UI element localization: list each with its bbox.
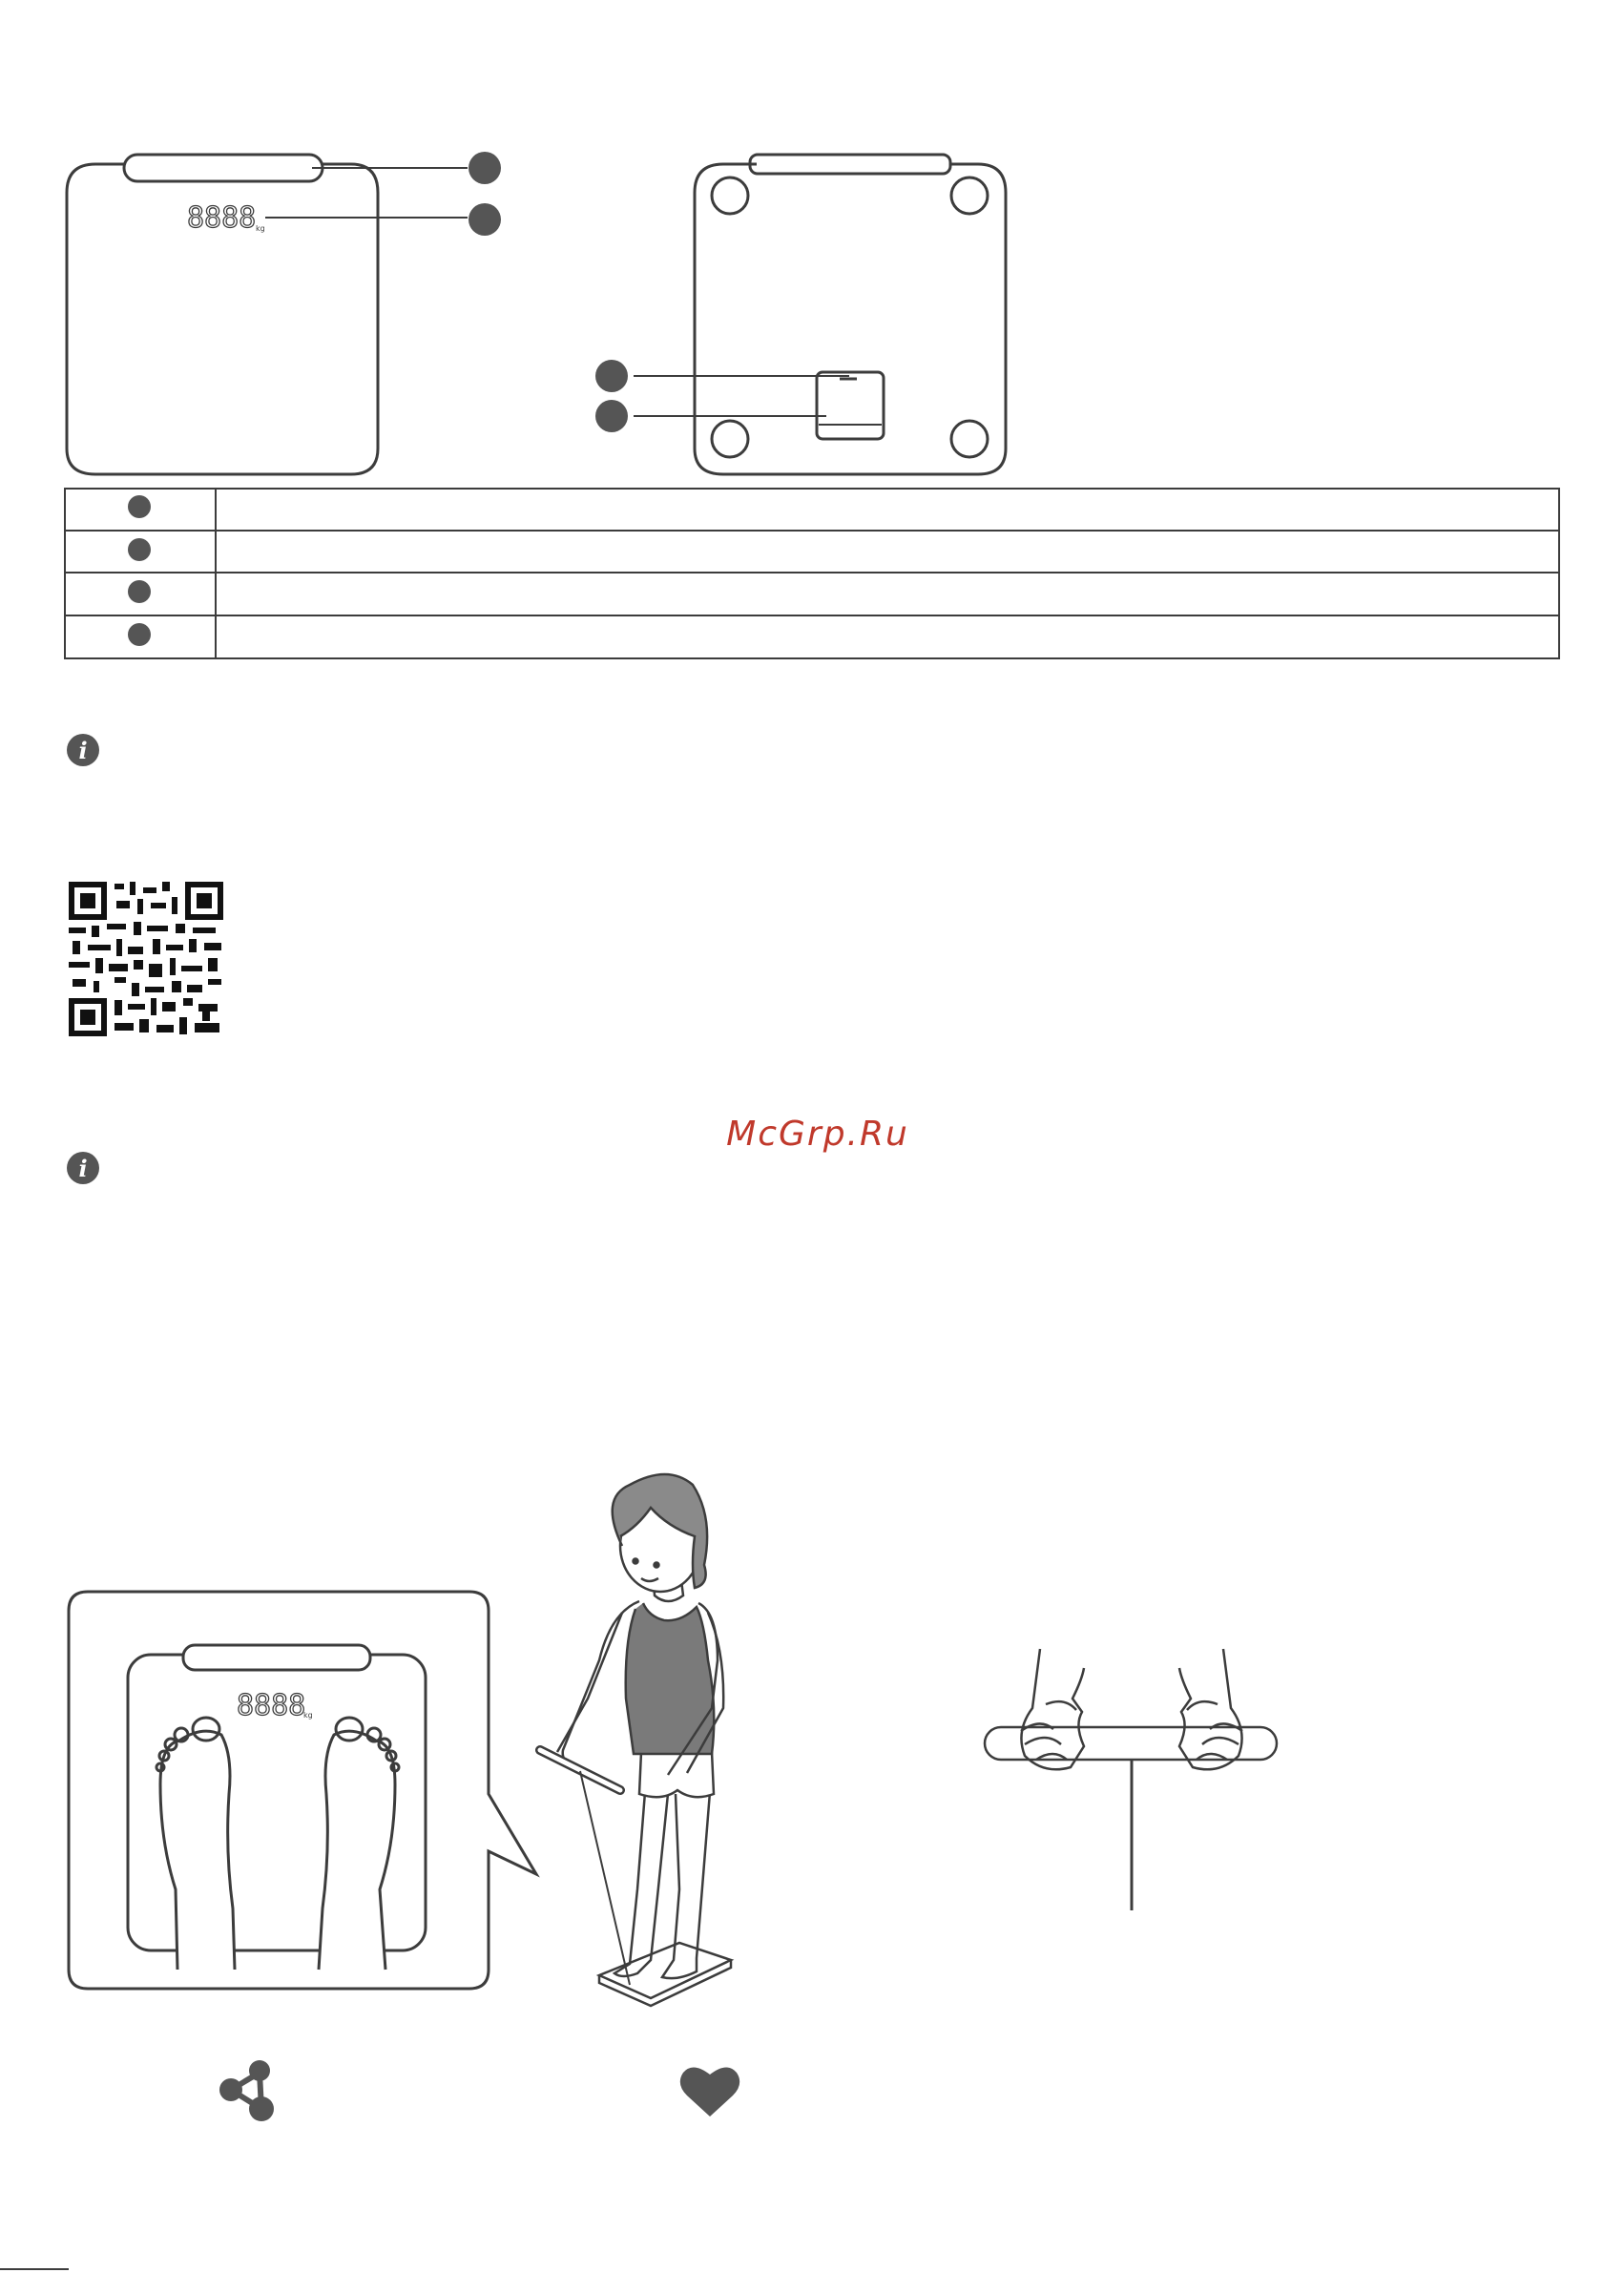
table-row-marker-2 bbox=[128, 538, 151, 561]
scale-handle-back bbox=[750, 155, 950, 174]
foot-pad bbox=[951, 421, 988, 457]
watermark: McGrp.Ru bbox=[726, 1115, 909, 1154]
table-row-marker-3 bbox=[128, 580, 151, 603]
scale-back-diagram bbox=[634, 155, 1006, 474]
heart-icon bbox=[680, 2067, 739, 2117]
callout-marker-4 bbox=[595, 400, 628, 432]
svg-text:i: i bbox=[78, 1155, 88, 1182]
lcd-unit: kg bbox=[303, 1711, 313, 1720]
hand-grip-illustration bbox=[985, 1649, 1277, 1910]
lcd-unit: kg bbox=[256, 224, 265, 233]
parts-legend-table bbox=[65, 489, 1559, 658]
foot-pad bbox=[712, 177, 748, 214]
scale-handle bbox=[124, 155, 323, 181]
callout-marker-2 bbox=[468, 203, 501, 236]
svg-text:i: i bbox=[78, 737, 88, 764]
scale-front-diagram bbox=[67, 155, 468, 474]
battery-cover bbox=[817, 372, 884, 439]
callout-marker-3 bbox=[595, 360, 628, 392]
callout-marker-1 bbox=[468, 152, 501, 184]
share-nodes-icon bbox=[219, 2060, 274, 2121]
foot-pad bbox=[712, 421, 748, 457]
table-row-marker-1 bbox=[128, 495, 151, 518]
foot-pad bbox=[951, 177, 988, 214]
woman-on-scale-illustration bbox=[540, 1474, 731, 2006]
table-row-marker-4 bbox=[128, 623, 151, 646]
info-icon bbox=[67, 734, 99, 766]
qr-code bbox=[69, 882, 223, 1036]
lcd-digits: 8888 bbox=[237, 1689, 306, 1722]
feet-position-illustration bbox=[69, 1592, 536, 1989]
lcd-digits: 8888 bbox=[187, 201, 257, 235]
info-icon bbox=[67, 1152, 99, 1184]
